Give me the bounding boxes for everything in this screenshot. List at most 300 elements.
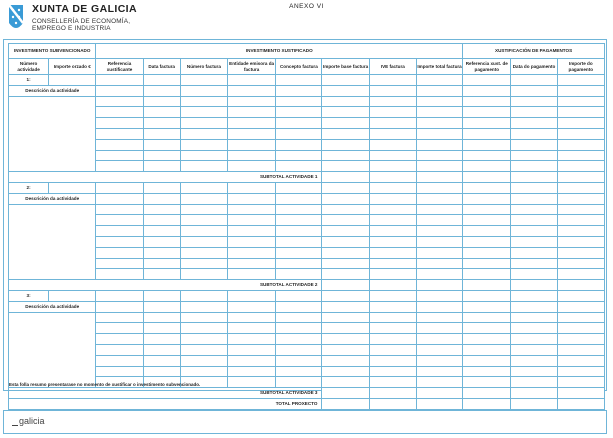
input-cell[interactable] — [369, 150, 416, 161]
input-cell[interactable] — [143, 323, 180, 334]
input-cell[interactable] — [369, 85, 416, 96]
input-cell[interactable] — [322, 204, 369, 215]
input-cell[interactable] — [228, 226, 276, 237]
subtotal-value-cell[interactable] — [511, 172, 557, 183]
input-cell[interactable] — [276, 258, 322, 269]
subtotal-value-cell[interactable] — [416, 280, 462, 291]
input-cell[interactable] — [369, 139, 416, 150]
input-cell[interactable] — [416, 377, 462, 388]
total-value-cell[interactable] — [511, 398, 557, 409]
input-cell[interactable] — [228, 193, 276, 204]
input-cell[interactable] — [557, 366, 604, 377]
input-cell[interactable] — [276, 355, 322, 366]
input-cell[interactable] — [511, 150, 557, 161]
input-cell[interactable] — [96, 269, 143, 280]
input-cell[interactable] — [180, 226, 227, 237]
input-cell[interactable] — [143, 312, 180, 323]
input-cell[interactable] — [463, 118, 511, 129]
activity-description-field[interactable] — [9, 96, 96, 172]
input-cell[interactable] — [369, 128, 416, 139]
input-cell[interactable] — [369, 366, 416, 377]
input-cell[interactable] — [463, 96, 511, 107]
activity-description-field[interactable] — [9, 312, 96, 388]
input-cell[interactable] — [416, 366, 462, 377]
subtotal-value-cell[interactable] — [322, 280, 369, 291]
input-cell[interactable] — [143, 344, 180, 355]
input-cell[interactable] — [322, 366, 369, 377]
subtotal-value-cell[interactable] — [416, 172, 462, 183]
input-cell[interactable] — [276, 204, 322, 215]
input-cell[interactable] — [416, 193, 462, 204]
input-cell[interactable] — [416, 301, 462, 312]
input-cell[interactable] — [276, 85, 322, 96]
input-cell[interactable] — [180, 236, 227, 247]
input-cell[interactable] — [228, 150, 276, 161]
input-cell[interactable] — [463, 128, 511, 139]
input-cell[interactable] — [96, 150, 143, 161]
input-cell[interactable] — [463, 323, 511, 334]
input-cell[interactable] — [557, 107, 604, 118]
input-cell[interactable] — [369, 334, 416, 345]
input-cell[interactable] — [228, 334, 276, 345]
input-cell[interactable] — [557, 290, 604, 301]
input-cell[interactable] — [322, 118, 369, 129]
input-cell[interactable] — [463, 236, 511, 247]
subtotal-value-cell[interactable] — [511, 388, 557, 399]
input-cell[interactable] — [276, 366, 322, 377]
input-cell[interactable] — [416, 215, 462, 226]
input-cell[interactable] — [143, 107, 180, 118]
input-cell[interactable] — [96, 366, 143, 377]
input-cell[interactable] — [143, 150, 180, 161]
input-cell[interactable] — [369, 75, 416, 86]
input-cell[interactable] — [369, 312, 416, 323]
input-cell[interactable] — [557, 258, 604, 269]
input-cell[interactable] — [369, 290, 416, 301]
input-cell[interactable] — [463, 312, 511, 323]
input-cell[interactable] — [276, 236, 322, 247]
input-cell[interactable] — [143, 204, 180, 215]
input-cell[interactable] — [511, 236, 557, 247]
input-cell[interactable] — [322, 161, 369, 172]
input-cell[interactable] — [322, 85, 369, 96]
input-cell[interactable] — [180, 355, 227, 366]
input-cell[interactable] — [49, 75, 96, 86]
input-cell[interactable] — [416, 312, 462, 323]
input-cell[interactable] — [322, 312, 369, 323]
input-cell[interactable] — [276, 247, 322, 258]
input-cell[interactable] — [416, 236, 462, 247]
input-cell[interactable] — [511, 312, 557, 323]
input-cell[interactable] — [463, 150, 511, 161]
input-cell[interactable] — [143, 366, 180, 377]
input-cell[interactable] — [463, 301, 511, 312]
input-cell[interactable] — [180, 323, 227, 334]
input-cell[interactable] — [463, 366, 511, 377]
input-cell[interactable] — [369, 323, 416, 334]
input-cell[interactable] — [557, 96, 604, 107]
input-cell[interactable] — [416, 107, 462, 118]
input-cell[interactable] — [322, 215, 369, 226]
input-cell[interactable] — [96, 75, 143, 86]
input-cell[interactable] — [180, 344, 227, 355]
input-cell[interactable] — [228, 107, 276, 118]
input-cell[interactable] — [276, 269, 322, 280]
input-cell[interactable] — [322, 236, 369, 247]
input-cell[interactable] — [180, 215, 227, 226]
input-cell[interactable] — [463, 85, 511, 96]
input-cell[interactable] — [416, 290, 462, 301]
input-cell[interactable] — [463, 355, 511, 366]
input-cell[interactable] — [180, 150, 227, 161]
input-cell[interactable] — [143, 96, 180, 107]
input-cell[interactable] — [557, 75, 604, 86]
input-cell[interactable] — [463, 290, 511, 301]
input-cell[interactable] — [228, 312, 276, 323]
input-cell[interactable] — [557, 247, 604, 258]
input-cell[interactable] — [322, 334, 369, 345]
input-cell[interactable] — [416, 96, 462, 107]
input-cell[interactable] — [557, 226, 604, 237]
input-cell[interactable] — [511, 226, 557, 237]
input-cell[interactable] — [143, 355, 180, 366]
subtotal-value-cell[interactable] — [322, 172, 369, 183]
input-cell[interactable] — [180, 128, 227, 139]
input-cell[interactable] — [416, 118, 462, 129]
input-cell[interactable] — [416, 269, 462, 280]
input-cell[interactable] — [463, 377, 511, 388]
input-cell[interactable] — [143, 269, 180, 280]
input-cell[interactable] — [511, 96, 557, 107]
input-cell[interactable] — [143, 226, 180, 237]
input-cell[interactable] — [143, 258, 180, 269]
input-cell[interactable] — [557, 312, 604, 323]
input-cell[interactable] — [276, 150, 322, 161]
input-cell[interactable] — [416, 150, 462, 161]
input-cell[interactable] — [143, 236, 180, 247]
input-cell[interactable] — [180, 161, 227, 172]
input-cell[interactable] — [322, 193, 369, 204]
subtotal-value-cell[interactable] — [369, 280, 416, 291]
input-cell[interactable] — [511, 215, 557, 226]
input-cell[interactable] — [511, 247, 557, 258]
input-cell[interactable] — [557, 334, 604, 345]
input-cell[interactable] — [463, 139, 511, 150]
input-cell[interactable] — [511, 128, 557, 139]
input-cell[interactable] — [322, 226, 369, 237]
input-cell[interactable] — [416, 139, 462, 150]
input-cell[interactable] — [276, 193, 322, 204]
input-cell[interactable] — [369, 182, 416, 193]
input-cell[interactable] — [463, 75, 511, 86]
input-cell[interactable] — [322, 139, 369, 150]
input-cell[interactable] — [143, 75, 180, 86]
input-cell[interactable] — [276, 182, 322, 193]
input-cell[interactable] — [369, 226, 416, 237]
input-cell[interactable] — [228, 355, 276, 366]
input-cell[interactable] — [416, 258, 462, 269]
input-cell[interactable] — [322, 150, 369, 161]
input-cell[interactable] — [322, 128, 369, 139]
input-cell[interactable] — [416, 226, 462, 237]
input-cell[interactable] — [416, 161, 462, 172]
subtotal-value-cell[interactable] — [463, 388, 511, 399]
input-cell[interactable] — [276, 312, 322, 323]
input-cell[interactable] — [228, 323, 276, 334]
input-cell[interactable] — [96, 312, 143, 323]
input-cell[interactable] — [96, 323, 143, 334]
input-cell[interactable] — [557, 118, 604, 129]
input-cell[interactable] — [511, 107, 557, 118]
input-cell[interactable] — [511, 118, 557, 129]
input-cell[interactable] — [322, 323, 369, 334]
input-cell[interactable] — [322, 258, 369, 269]
input-cell[interactable] — [228, 182, 276, 193]
input-cell[interactable] — [416, 75, 462, 86]
input-cell[interactable] — [369, 118, 416, 129]
subtotal-value-cell[interactable] — [322, 388, 369, 399]
input-cell[interactable] — [276, 96, 322, 107]
subtotal-value-cell[interactable] — [463, 172, 511, 183]
input-cell[interactable] — [276, 215, 322, 226]
input-cell[interactable] — [511, 204, 557, 215]
input-cell[interactable] — [276, 128, 322, 139]
input-cell[interactable] — [557, 215, 604, 226]
input-cell[interactable] — [276, 139, 322, 150]
input-cell[interactable] — [96, 355, 143, 366]
input-cell[interactable] — [416, 247, 462, 258]
input-cell[interactable] — [369, 161, 416, 172]
input-cell[interactable] — [511, 85, 557, 96]
input-cell[interactable] — [369, 301, 416, 312]
input-cell[interactable] — [143, 118, 180, 129]
input-cell[interactable] — [228, 269, 276, 280]
input-cell[interactable] — [322, 182, 369, 193]
input-cell[interactable] — [96, 182, 143, 193]
input-cell[interactable] — [557, 301, 604, 312]
input-cell[interactable] — [228, 290, 276, 301]
input-cell[interactable] — [322, 290, 369, 301]
input-cell[interactable] — [276, 377, 322, 388]
input-cell[interactable] — [180, 258, 227, 269]
input-cell[interactable] — [369, 344, 416, 355]
input-cell[interactable] — [511, 301, 557, 312]
input-cell[interactable] — [96, 290, 143, 301]
input-cell[interactable] — [369, 215, 416, 226]
input-cell[interactable] — [511, 323, 557, 334]
input-cell[interactable] — [96, 107, 143, 118]
input-cell[interactable] — [463, 107, 511, 118]
input-cell[interactable] — [463, 226, 511, 237]
input-cell[interactable] — [96, 236, 143, 247]
input-cell[interactable] — [463, 344, 511, 355]
input-cell[interactable] — [511, 290, 557, 301]
input-cell[interactable] — [276, 226, 322, 237]
input-cell[interactable] — [416, 204, 462, 215]
input-cell[interactable] — [276, 107, 322, 118]
input-cell[interactable] — [511, 193, 557, 204]
input-cell[interactable] — [557, 355, 604, 366]
input-cell[interactable] — [463, 334, 511, 345]
input-cell[interactable] — [557, 150, 604, 161]
input-cell[interactable] — [511, 334, 557, 345]
input-cell[interactable] — [322, 75, 369, 86]
input-cell[interactable] — [228, 247, 276, 258]
input-cell[interactable] — [463, 258, 511, 269]
input-cell[interactable] — [143, 161, 180, 172]
input-cell[interactable] — [228, 139, 276, 150]
input-cell[interactable] — [180, 312, 227, 323]
input-cell[interactable] — [143, 334, 180, 345]
subtotal-value-cell[interactable] — [369, 388, 416, 399]
input-cell[interactable] — [228, 204, 276, 215]
input-cell[interactable] — [180, 182, 227, 193]
input-cell[interactable] — [143, 139, 180, 150]
input-cell[interactable] — [180, 334, 227, 345]
input-cell[interactable] — [557, 193, 604, 204]
subtotal-value-cell[interactable] — [369, 172, 416, 183]
input-cell[interactable] — [143, 215, 180, 226]
subtotal-value-cell[interactable] — [557, 388, 604, 399]
input-cell[interactable] — [228, 377, 276, 388]
input-cell[interactable] — [557, 323, 604, 334]
input-cell[interactable] — [143, 85, 180, 96]
input-cell[interactable] — [369, 204, 416, 215]
total-value-cell[interactable] — [416, 398, 462, 409]
input-cell[interactable] — [416, 182, 462, 193]
input-cell[interactable] — [96, 128, 143, 139]
input-cell[interactable] — [96, 226, 143, 237]
input-cell[interactable] — [511, 355, 557, 366]
input-cell[interactable] — [96, 118, 143, 129]
total-value-cell[interactable] — [557, 398, 604, 409]
input-cell[interactable] — [276, 301, 322, 312]
input-cell[interactable] — [228, 236, 276, 247]
input-cell[interactable] — [49, 182, 96, 193]
input-cell[interactable] — [511, 139, 557, 150]
input-cell[interactable] — [557, 377, 604, 388]
input-cell[interactable] — [276, 75, 322, 86]
input-cell[interactable] — [96, 96, 143, 107]
input-cell[interactable] — [96, 204, 143, 215]
input-cell[interactable] — [96, 258, 143, 269]
input-cell[interactable] — [228, 215, 276, 226]
input-cell[interactable] — [511, 161, 557, 172]
input-cell[interactable] — [557, 85, 604, 96]
input-cell[interactable] — [96, 247, 143, 258]
subtotal-value-cell[interactable] — [557, 172, 604, 183]
input-cell[interactable] — [416, 128, 462, 139]
input-cell[interactable] — [96, 85, 143, 96]
input-cell[interactable] — [180, 290, 227, 301]
input-cell[interactable] — [228, 366, 276, 377]
input-cell[interactable] — [557, 236, 604, 247]
input-cell[interactable] — [180, 107, 227, 118]
input-cell[interactable] — [228, 75, 276, 86]
input-cell[interactable] — [276, 290, 322, 301]
input-cell[interactable] — [96, 334, 143, 345]
input-cell[interactable] — [180, 247, 227, 258]
input-cell[interactable] — [369, 107, 416, 118]
input-cell[interactable] — [322, 301, 369, 312]
input-cell[interactable] — [322, 269, 369, 280]
input-cell[interactable] — [322, 344, 369, 355]
input-cell[interactable] — [180, 366, 227, 377]
input-cell[interactable] — [557, 204, 604, 215]
total-value-cell[interactable] — [463, 398, 511, 409]
subtotal-value-cell[interactable] — [511, 280, 557, 291]
input-cell[interactable] — [276, 344, 322, 355]
input-cell[interactable] — [511, 366, 557, 377]
input-cell[interactable] — [322, 96, 369, 107]
input-cell[interactable] — [228, 85, 276, 96]
input-cell[interactable] — [276, 161, 322, 172]
input-cell[interactable] — [369, 96, 416, 107]
input-cell[interactable] — [180, 204, 227, 215]
input-cell[interactable] — [143, 247, 180, 258]
input-cell[interactable] — [511, 182, 557, 193]
input-cell[interactable] — [511, 344, 557, 355]
input-cell[interactable] — [369, 193, 416, 204]
subtotal-value-cell[interactable] — [416, 388, 462, 399]
input-cell[interactable] — [369, 355, 416, 366]
input-cell[interactable] — [416, 334, 462, 345]
input-cell[interactable] — [369, 236, 416, 247]
input-cell[interactable] — [96, 215, 143, 226]
input-cell[interactable] — [322, 247, 369, 258]
input-cell[interactable] — [228, 161, 276, 172]
input-cell[interactable] — [463, 247, 511, 258]
input-cell[interactable] — [557, 161, 604, 172]
total-value-cell[interactable] — [322, 398, 369, 409]
input-cell[interactable] — [276, 323, 322, 334]
input-cell[interactable] — [557, 182, 604, 193]
input-cell[interactable] — [180, 96, 227, 107]
input-cell[interactable] — [143, 290, 180, 301]
input-cell[interactable] — [96, 301, 143, 312]
input-cell[interactable] — [143, 301, 180, 312]
activity-description-field[interactable] — [9, 204, 96, 280]
input-cell[interactable] — [180, 75, 227, 86]
input-cell[interactable] — [322, 107, 369, 118]
input-cell[interactable] — [511, 269, 557, 280]
input-cell[interactable] — [228, 96, 276, 107]
subtotal-value-cell[interactable] — [557, 280, 604, 291]
input-cell[interactable] — [463, 269, 511, 280]
input-cell[interactable] — [49, 290, 96, 301]
input-cell[interactable] — [180, 301, 227, 312]
input-cell[interactable] — [369, 377, 416, 388]
input-cell[interactable] — [463, 204, 511, 215]
input-cell[interactable] — [463, 193, 511, 204]
input-cell[interactable] — [180, 118, 227, 129]
input-cell[interactable] — [463, 182, 511, 193]
input-cell[interactable] — [511, 258, 557, 269]
input-cell[interactable] — [416, 344, 462, 355]
input-cell[interactable] — [180, 193, 227, 204]
input-cell[interactable] — [180, 139, 227, 150]
input-cell[interactable] — [322, 355, 369, 366]
input-cell[interactable] — [228, 301, 276, 312]
subtotal-value-cell[interactable] — [463, 280, 511, 291]
input-cell[interactable] — [143, 182, 180, 193]
input-cell[interactable] — [369, 247, 416, 258]
input-cell[interactable] — [369, 258, 416, 269]
input-cell[interactable] — [416, 85, 462, 96]
input-cell[interactable] — [463, 215, 511, 226]
input-cell[interactable] — [557, 128, 604, 139]
input-cell[interactable] — [322, 377, 369, 388]
